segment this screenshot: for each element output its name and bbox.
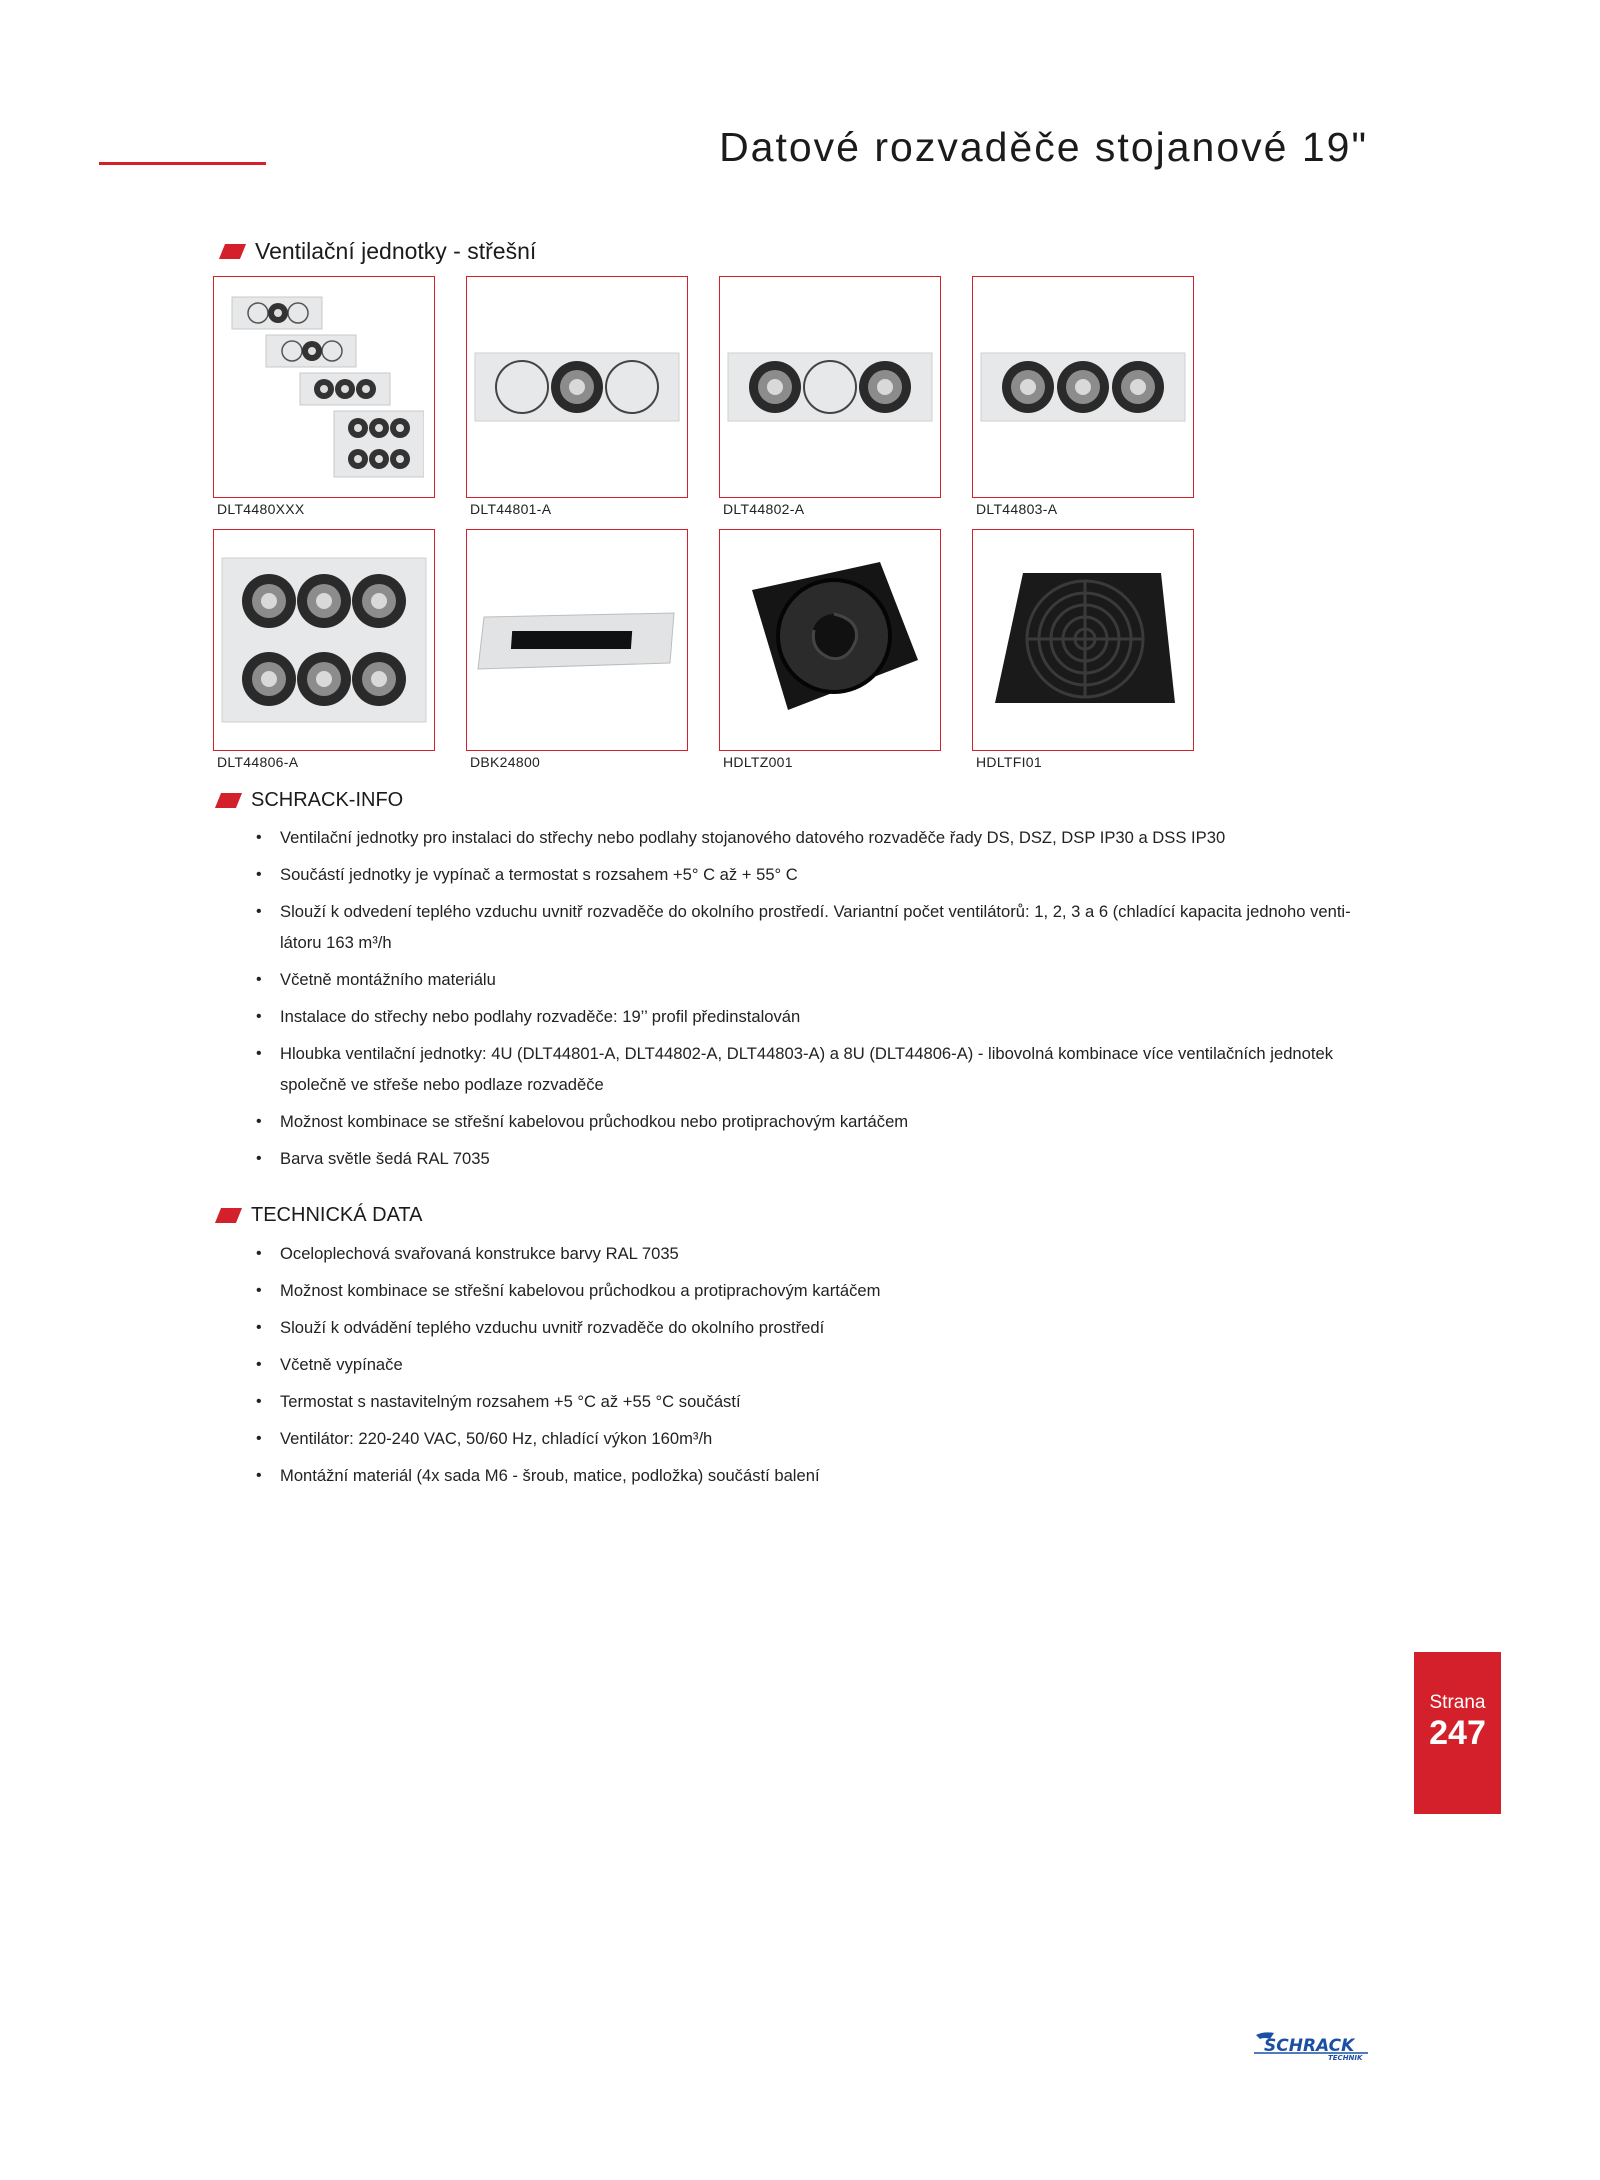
fan-units-set-image (224, 287, 424, 487)
list-item: • Barva světle šedá RAL 7035 (256, 1143, 1376, 1174)
list-item: • Montážní materiál (4x sada M6 - šroub, matice, podložka) součástí balení (256, 1460, 1376, 1491)
product-code: DLT4480XXX (217, 501, 305, 517)
product-code: DLT44803-A (976, 501, 1058, 517)
page-title: Datové rozvaděče stojanové 19" (719, 124, 1368, 170)
list-item: • Možnost kombinace se střešní kabelovou průchodkou nebo protiprachovým kartáčem (256, 1106, 1376, 1137)
list-item: • Instalace do střechy nebo podlahy rozvaděče: 19’’ profil předinstalován (256, 1001, 1376, 1032)
list-item: • Oceloplechová svařovaná konstrukce barvy RAL 7035 (256, 1238, 1376, 1269)
brush-panel-image (474, 605, 680, 675)
list-item: • Hloubka ventilační jednotky: 4U (DLT44801-A, DLT44802-A, DLT44803-A) a 8U (DLT44806-A) - libovolná kombinace více ventilačních jednotek společně ve střeše nebo podlaze rozvaděče (256, 1038, 1376, 1100)
header-accent-rule (99, 162, 266, 165)
technical-data-list (256, 1238, 1376, 1497)
product-code: DLT44801-A (470, 501, 552, 517)
product-image-tile (466, 276, 688, 498)
fan-unit-1-image (474, 347, 680, 427)
product-image-tile (466, 529, 688, 751)
list-item: • Ventilační jednotky pro instalaci do střechy nebo podlahy stojanového datového rozvaděče řady DS, DSZ, DSP IP30 a DSS IP30 (256, 822, 1376, 853)
fan-image (730, 550, 930, 730)
section-heading-products (214, 238, 536, 265)
fan-unit-2-image (727, 347, 933, 427)
list-item: • Součástí jednotky je vypínač a termostat s rozsahem +5° C až + 55° C (256, 859, 1376, 890)
fan-filter-image (983, 555, 1183, 725)
section-marker-icon (219, 244, 246, 259)
schrack-logo (1250, 2029, 1374, 2063)
product-code: HDLTFI01 (976, 754, 1042, 770)
page-label: Strana (1429, 1692, 1486, 1713)
page-number: 247 (1429, 1714, 1486, 1752)
list-item: • Termostat s nastavitelným rozsahem +5 °C až +55 °C součástí (256, 1386, 1376, 1417)
fan-unit-6-image (221, 557, 427, 723)
svg-text:TECHNIK: TECHNIK (1328, 2054, 1363, 2062)
schrack-info-list (256, 822, 1376, 1180)
list-item: • Včetně montážního materiálu (256, 964, 1376, 995)
product-image-tile (972, 529, 1194, 751)
section-heading-technical-data (210, 1204, 423, 1227)
list-item: • Slouží k odvádění teplého vzduchu uvnitř rozvaděče do okolního prostředí (256, 1312, 1376, 1343)
list-item: • Možnost kombinace se střešní kabelovou průchodkou a protiprachovým kartáčem (256, 1275, 1376, 1306)
list-item: • Ventilátor: 220-240 VAC, 50/60 Hz, chladící výkon 160m³/h (256, 1423, 1376, 1454)
list-item: • Slouží k odvedení teplého vzduchu uvnitř rozvaděče do okolního prostředí. Variantní počet ventilátorů: 1, 2, 3 a 6 (chladící kapacita jednoho venti-látoru 163 m³/h (256, 896, 1376, 958)
product-code: HDLTZ001 (723, 754, 793, 770)
svg-text:SCHRACK: SCHRACK (1264, 2036, 1355, 2056)
section-marker-icon (215, 1208, 242, 1223)
section-heading-schrack-info (210, 789, 403, 812)
product-code: DLT44806-A (217, 754, 299, 770)
product-image-tile (719, 276, 941, 498)
section-title: SCHRACK-INFO (251, 789, 404, 811)
section-marker-icon (215, 793, 242, 808)
product-image-tile (213, 529, 435, 751)
product-image-tile (719, 529, 941, 751)
section-title: Ventilační jednotky - střešní (255, 238, 537, 264)
product-code: DBK24800 (470, 754, 541, 770)
section-title: TECHNICKÁ DATA (251, 1204, 423, 1226)
product-image-tile (972, 276, 1194, 498)
product-image-tile (213, 276, 435, 498)
fan-unit-3-image (980, 347, 1186, 427)
product-code: DLT44802-A (723, 501, 805, 517)
list-item: • Včetně vypínače (256, 1349, 1376, 1380)
page-number-tab (1414, 1652, 1501, 1814)
